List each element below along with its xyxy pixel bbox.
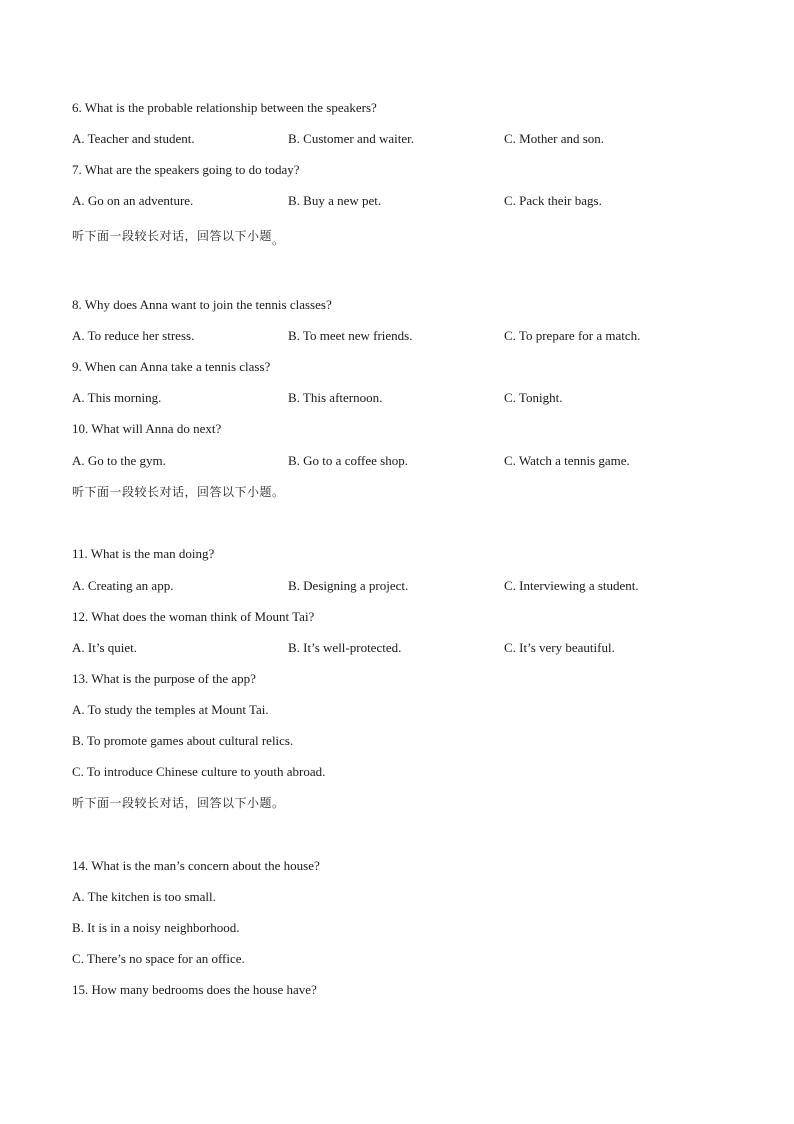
question-13-stem: 13. What is the purpose of the app? [72,671,256,686]
question-8-option-a: A. To reduce her stress. [72,328,195,343]
question-9-option-c: C. Tonight. [504,390,563,405]
question-11-option-c: C. Interviewing a student. [504,578,639,593]
question-10-option-c: C. Watch a tennis game. [504,453,630,468]
section-heading-1-text: 听下面一段较长对话，回答以下小题 [72,229,273,243]
question-13-option-c: C. To introduce Chinese culture to youth abroad. [72,764,326,779]
question-10-option-a: A. Go to the gym. [72,453,166,468]
question-11-stem: 11. What is the man doing? [72,546,215,561]
question-10-stem: 10. What will Anna do next? [72,421,222,436]
question-6-stem: 6. What is the probable relationship between the speakers? [72,100,377,115]
question-6-option-a: A. Teacher and student. [72,131,195,146]
question-10-option-b: B. Go to a coffee shop. [288,453,408,468]
question-8-option-b: B. To meet new friends. [288,328,413,343]
question-14-option-b: B. It is in a noisy neighborhood. [72,920,240,935]
question-9-option-a: A. This morning. [72,390,162,405]
question-13-option-b: B. To promote games about cultural relics. [72,733,294,748]
section-heading-2: 听下面一段较长对话，回答以下小题。 [72,485,285,499]
question-12-stem: 12. What does the woman think of Mount Tai? [72,609,315,624]
section-heading-1 [72,228,285,247]
section-heading-1-full-stop: 。 [272,233,285,247]
question-13-option-a: A. To study the temples at Mount Tai. [72,702,269,717]
question-11-option-a: A. Creating an app. [72,578,174,593]
question-11-option-b: B. Designing a project. [288,578,409,593]
question-9-stem: 9. When can Anna take a tennis class? [72,359,271,374]
question-15-stem: 15. How many bedrooms does the house have? [72,982,317,997]
question-7-option-c: C. Pack their bags. [504,193,602,208]
question-9-option-b: B. This afternoon. [288,390,383,405]
question-7-option-b: B. Buy a new pet. [288,193,382,208]
question-8-option-c: C. To prepare for a match. [504,328,641,343]
question-14-option-c: C. There’s no space for an office. [72,951,245,966]
question-14-option-a: A. The kitchen is too small. [72,889,216,904]
question-14-stem: 14. What is the man’s concern about the house? [72,858,320,873]
question-6-option-c: C. Mother and son. [504,131,605,146]
question-12-option-b: B. It’s well-protected. [288,640,402,655]
question-7-option-a: A. Go on an adventure. [72,193,194,208]
question-6-option-b: B. Customer and waiter. [288,131,415,146]
section-heading-3: 听下面一段较长对话，回答以下小题。 [72,796,285,810]
question-12-option-c: C. It’s very beautiful. [504,640,615,655]
question-8-stem: 8. Why does Anna want to join the tennis classes? [72,297,332,312]
question-12-option-a: A. It’s quiet. [72,640,137,655]
question-7-stem: 7. What are the speakers going to do today? [72,162,300,177]
